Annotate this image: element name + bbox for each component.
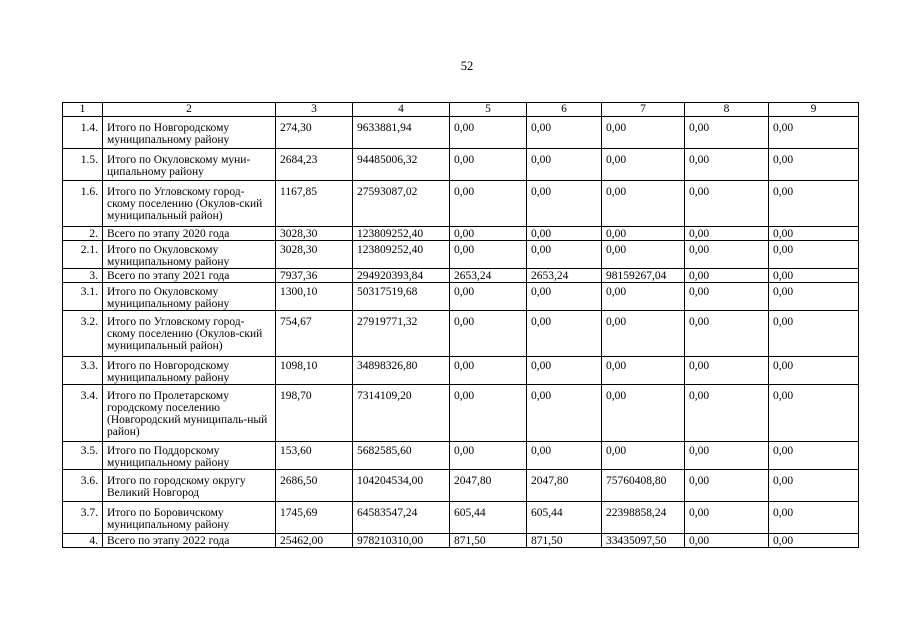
cell: 0,00 (685, 534, 769, 548)
cell: 1098,10 (276, 357, 353, 385)
cell: 0,00 (685, 385, 769, 442)
cell: 0,00 (602, 385, 685, 442)
cell: 33435097,50 (602, 534, 685, 548)
cell: 0,00 (685, 283, 769, 311)
row-number: 4. (63, 534, 103, 548)
table-row (63, 534, 859, 548)
cell: 0,00 (769, 470, 859, 502)
row-number: 1.5. (63, 149, 103, 181)
cell: 0,00 (685, 269, 769, 283)
cell: 2047,80 (450, 470, 527, 502)
cell: 0,00 (602, 149, 685, 181)
cell: 0,00 (685, 117, 769, 149)
cell: 123809252,40 (353, 241, 450, 269)
cell: 98159267,04 (602, 269, 685, 283)
cell: 0,00 (527, 385, 602, 442)
table-header-row (63, 103, 859, 117)
table-row (63, 311, 859, 357)
column-header: 8 (685, 103, 769, 117)
cell: 27919771,32 (353, 311, 450, 357)
cell: 0,00 (450, 311, 527, 357)
cell: 0,00 (527, 241, 602, 269)
cell: 104204534,00 (353, 470, 450, 502)
row-number: 3.7. (63, 502, 103, 534)
cell: 0,00 (769, 385, 859, 442)
row-name: Итого по Угловскому город-скому поселению (Окулов-ский муниципальный район) (103, 311, 276, 357)
cell: 2653,24 (450, 269, 527, 283)
cell: 94485006,32 (353, 149, 450, 181)
cell: 7937,36 (276, 269, 353, 283)
cell: 34898326,80 (353, 357, 450, 385)
row-name: Итого по Боровичскому муниципальному району (103, 502, 276, 534)
cell: 0,00 (450, 442, 527, 470)
row-number: 1.6. (63, 181, 103, 227)
cell: 0,00 (685, 502, 769, 534)
row-number: 3.5. (63, 442, 103, 470)
cell: 123809252,40 (353, 227, 450, 241)
cell: 0,00 (769, 534, 859, 548)
row-number: 3.2. (63, 311, 103, 357)
cell: 0,00 (527, 283, 602, 311)
cell: 2653,24 (527, 269, 602, 283)
cell: 0,00 (602, 227, 685, 241)
cell: 294920393,84 (353, 269, 450, 283)
cell: 0,00 (450, 227, 527, 241)
table-row (63, 385, 859, 442)
row-number: 3.3. (63, 357, 103, 385)
row-number: 3.6. (63, 470, 103, 502)
cell: 0,00 (769, 241, 859, 269)
cell: 0,00 (527, 227, 602, 241)
cell: 605,44 (450, 502, 527, 534)
cell: 0,00 (602, 357, 685, 385)
row-name: Итого по Окуловскому муни-ципальному району (103, 149, 276, 181)
cell: 0,00 (769, 283, 859, 311)
cell: 0,00 (450, 357, 527, 385)
cell: 0,00 (602, 442, 685, 470)
cell: 2686,50 (276, 470, 353, 502)
data-table (62, 102, 859, 548)
cell: 0,00 (769, 227, 859, 241)
column-header: 1 (63, 103, 103, 117)
cell: 75760408,80 (602, 470, 685, 502)
cell: 22398858,24 (602, 502, 685, 534)
cell: 0,00 (685, 470, 769, 502)
cell: 27593087,02 (353, 181, 450, 227)
cell: 64583547,24 (353, 502, 450, 534)
cell: 0,00 (685, 181, 769, 227)
cell: 0,00 (769, 149, 859, 181)
cell: 0,00 (769, 269, 859, 283)
table-row (63, 241, 859, 269)
cell: 0,00 (450, 385, 527, 442)
page-number: 52 (460, 59, 474, 73)
cell: 871,50 (527, 534, 602, 548)
row-name: Итого по Окуловскому муниципальному району (103, 283, 276, 311)
cell: 978210310,00 (353, 534, 450, 548)
cell: 1300,10 (276, 283, 353, 311)
table-row (63, 502, 859, 534)
cell: 9633881,94 (353, 117, 450, 149)
cell: 0,00 (450, 283, 527, 311)
row-name: Всего по этапу 2022 года (103, 534, 276, 548)
table-row (63, 470, 859, 502)
row-number: 2. (63, 227, 103, 241)
column-header: 6 (527, 103, 602, 117)
row-number: 1.4. (63, 117, 103, 149)
cell: 0,00 (685, 311, 769, 357)
row-name: Итого по Новгородскому муниципальному району (103, 357, 276, 385)
cell: 0,00 (602, 181, 685, 227)
cell: 5682585,60 (353, 442, 450, 470)
table-row (63, 283, 859, 311)
cell: 3028,30 (276, 241, 353, 269)
row-name: Итого по Поддорскому муниципальному району (103, 442, 276, 470)
cell: 0,00 (769, 117, 859, 149)
column-header: 3 (276, 103, 353, 117)
cell: 0,00 (685, 442, 769, 470)
row-name: Всего по этапу 2020 года (103, 227, 276, 241)
cell: 0,00 (769, 357, 859, 385)
cell: 0,00 (450, 241, 527, 269)
cell: 0,00 (527, 357, 602, 385)
row-number: 3.4. (63, 385, 103, 442)
column-header: 4 (353, 103, 450, 117)
table-row (63, 117, 859, 149)
cell: 7314109,20 (353, 385, 450, 442)
cell: 1167,85 (276, 181, 353, 227)
cell: 0,00 (685, 149, 769, 181)
column-header: 2 (103, 103, 276, 117)
cell: 0,00 (527, 117, 602, 149)
row-name: Итого по Пролетарскому городскому поселению (Новгородский муниципаль-ный район) (103, 385, 276, 442)
cell: 0,00 (685, 357, 769, 385)
cell: 0,00 (527, 181, 602, 227)
table-row (63, 442, 859, 470)
cell: 2684,23 (276, 149, 353, 181)
cell: 0,00 (769, 311, 859, 357)
column-header: 7 (602, 103, 685, 117)
row-number: 3.1. (63, 283, 103, 311)
cell: 0,00 (685, 227, 769, 241)
cell: 0,00 (602, 311, 685, 357)
cell: 0,00 (602, 283, 685, 311)
row-name: Итого по Окуловскому муниципальному району (103, 241, 276, 269)
cell: 0,00 (769, 502, 859, 534)
cell: 0,00 (769, 181, 859, 227)
cell: 0,00 (685, 241, 769, 269)
table-row (63, 357, 859, 385)
cell: 0,00 (769, 442, 859, 470)
cell: 50317519,68 (353, 283, 450, 311)
cell: 198,70 (276, 385, 353, 442)
cell: 0,00 (450, 117, 527, 149)
table-row (63, 149, 859, 181)
table-row (63, 181, 859, 227)
cell: 0,00 (527, 149, 602, 181)
cell: 1745,69 (276, 502, 353, 534)
cell: 0,00 (527, 311, 602, 357)
cell: 3028,30 (276, 227, 353, 241)
column-header: 5 (450, 103, 527, 117)
row-number: 3. (63, 269, 103, 283)
cell: 871,50 (450, 534, 527, 548)
cell: 0,00 (602, 117, 685, 149)
cell: 25462,00 (276, 534, 353, 548)
cell: 754,67 (276, 311, 353, 357)
cell: 2047,80 (527, 470, 602, 502)
cell: 153,60 (276, 442, 353, 470)
cell: 0,00 (450, 149, 527, 181)
column-header: 9 (769, 103, 859, 117)
table-row (63, 227, 859, 241)
cell: 274,30 (276, 117, 353, 149)
row-name: Итого по Угловскому город-скому поселению (Окулов-ский муниципальный район) (103, 181, 276, 227)
row-number: 2.1. (63, 241, 103, 269)
row-name: Всего по этапу 2021 года (103, 269, 276, 283)
cell: 0,00 (602, 241, 685, 269)
row-name: Итого по городскому округу Великий Новгород (103, 470, 276, 502)
table-row (63, 269, 859, 283)
cell: 0,00 (527, 442, 602, 470)
cell: 0,00 (450, 181, 527, 227)
row-name: Итого по Новгородскому муниципальному району (103, 117, 276, 149)
cell: 605,44 (527, 502, 602, 534)
